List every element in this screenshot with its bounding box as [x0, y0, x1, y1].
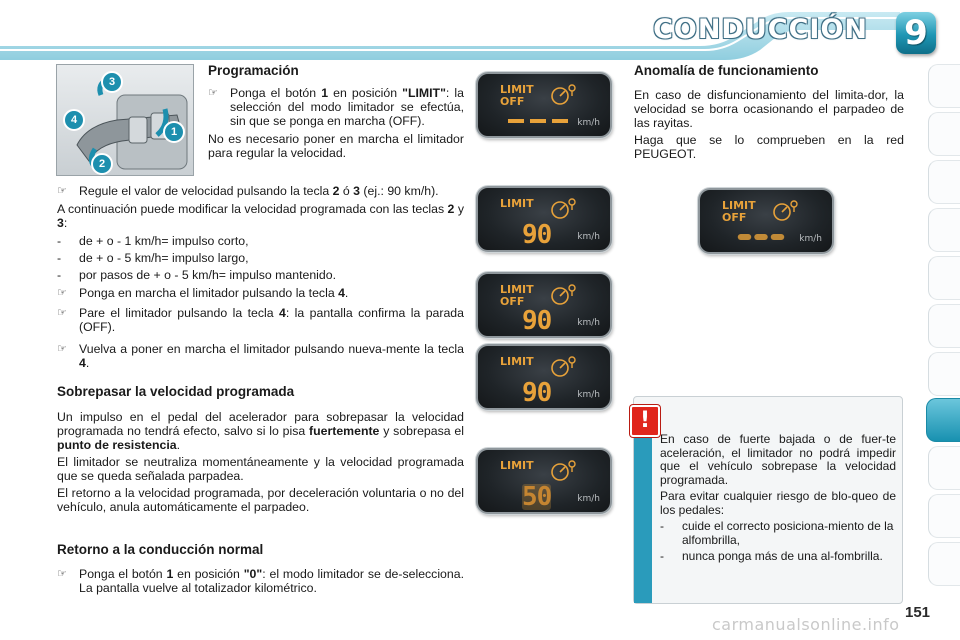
section-title-programacion: Programación: [208, 63, 299, 78]
side-tab[interactable]: [928, 352, 960, 396]
warning-box: [633, 396, 903, 604]
warning-dash-item: - cuide el correcto posiciona-miento de la alfombrilla,: [660, 519, 894, 547]
sobrepasar-paragraph: El limitador se neutraliza momentáneamente y la velocidad programada que se queda señalada parpadea.: [57, 455, 464, 483]
display-speed-value-blinking: 50: [522, 482, 552, 512]
anomalia-block: [634, 88, 904, 161]
side-tab[interactable]: [928, 542, 960, 586]
display-unit: km/h: [577, 318, 600, 328]
display-fault-dashes: [698, 188, 834, 254]
section-title-retorno: Retorno a la conducción normal: [57, 542, 264, 557]
side-tab[interactable]: [928, 494, 960, 538]
display-limit-label: LIMIT: [500, 283, 534, 296]
warning-paragraph: Para evitar cualquier riesgo de blo-queo de los pedales:: [660, 489, 896, 517]
display-limit-label: LIMIT: [500, 459, 534, 472]
section-title-sobrepasar: Sobrepasar la velocidad programada: [57, 384, 295, 399]
page-number: 151: [905, 604, 931, 621]
retorno-block: [57, 567, 464, 595]
warning-accent-bar: [634, 417, 652, 603]
section-title-anomalia: Anomalía de funcionamiento: [634, 63, 819, 78]
warning-paragraph: En caso de fuerte bajada o de fuer-te aceleración, el limitador no podrá impedir que el vehículo sobrepase la velocidad programada.: [660, 432, 896, 487]
display-speed-value: 90: [522, 378, 552, 408]
warning-text: [660, 433, 896, 564]
display-limit-90: [476, 186, 612, 252]
page-header: [0, 0, 960, 62]
speedometer-icon: [770, 198, 800, 222]
regule-bullet: ☞ Regule el valor de velocidad pulsando la tecla 2 ó 3 (ej.: 90 km/h).: [57, 184, 439, 198]
sobrepasar-paragraph: El retorno a la velocidad programada, por deceleración voluntaria o no del vehículo, anula automáticamente el parpadeo.: [57, 486, 464, 514]
programacion-bullet: ☞ Ponga el botón 1 en posición "LIMIT": la selección del modo limitador se efectúa, sin que se ponga en marcha (OFF).: [208, 86, 464, 128]
regule-paragraph: A continuación puede modificar la velocidad programada con las teclas 2 y 3:: [57, 202, 464, 230]
speedometer-icon: [548, 196, 578, 220]
display-limit-label: LIMIT: [500, 83, 534, 96]
display-limit-50-blinking: [476, 448, 612, 514]
programacion-paragraph: No es necesario poner en marcha el limitador para regular la velocidad.: [208, 132, 464, 160]
speedometer-icon: [548, 82, 578, 106]
regule-dash-item: - de + o - 1 km/h= impulso corto,: [57, 234, 249, 248]
sobrepasar-paragraph: Un impulso en el pedal del acelerador para sobrepasar la velocidad programada no tendrá efecto, salvo si lo pisa fuertemente y sobrepasa el punto de resistencia.: [57, 410, 464, 452]
speed-limiter-lever-illustration: [56, 64, 194, 176]
restart-limiter-bullet: ☞ Vuelva a poner en marcha el limitador pulsando nueva-mente la tecla 4.: [57, 342, 464, 370]
display-limit-label: LIMIT: [500, 355, 534, 368]
display-unit: km/h: [577, 118, 600, 128]
hand-pointer-icon: ☞: [57, 343, 67, 355]
sobrepasar-block: [57, 410, 464, 514]
side-tab-active[interactable]: [926, 398, 960, 442]
display-limit-label: LIMIT: [722, 199, 756, 212]
regule-dash-item: - de + o - 5 km/h= impulso largo,: [57, 251, 249, 265]
display-unit: km/h: [799, 234, 822, 244]
side-tab[interactable]: [928, 160, 960, 204]
start-limiter-bullet: ☞ Ponga en marcha el limitador pulsando la tecla 4.: [57, 286, 349, 300]
anomalia-paragraph: En caso de disfuncionamiento del limita-dor, la velocidad se borra ocasionando el parpadeo de las rayitas.: [634, 88, 904, 130]
hand-pointer-icon: ☞: [57, 568, 67, 580]
display-limit-off-dashes: [476, 72, 612, 138]
speedometer-icon: [548, 282, 578, 306]
programacion-block: [208, 86, 464, 160]
display-unit: km/h: [577, 390, 600, 400]
display-off-label: OFF: [722, 211, 747, 224]
lever-label-1: 1: [163, 121, 185, 143]
display-speed-value: 90: [522, 220, 552, 250]
display-limit-90-restart: [476, 344, 612, 410]
regule-block: [57, 184, 464, 370]
lever-label-3: 3: [101, 71, 123, 93]
hand-pointer-icon: ☞: [208, 87, 218, 99]
speed-dashes: [508, 118, 570, 124]
side-tab[interactable]: [928, 64, 960, 108]
display-off-label: OFF: [500, 95, 525, 108]
speedometer-icon: [548, 354, 578, 378]
chapter-title: CONDUCCIÓN: [653, 14, 868, 45]
lever-label-4: 4: [63, 109, 85, 131]
display-unit: km/h: [577, 232, 600, 242]
side-tab[interactable]: [928, 112, 960, 156]
hand-pointer-icon: ☞: [57, 185, 67, 197]
exclamation-icon: !: [630, 405, 660, 437]
side-tab[interactable]: [928, 446, 960, 490]
display-speed-value: 90: [522, 306, 552, 336]
side-tab[interactable]: [928, 256, 960, 300]
display-limit-label: LIMIT: [500, 197, 534, 210]
stop-limiter-bullet: ☞ Pare el limitador pulsando la tecla 4: la pantalla confirma la parada (OFF).: [57, 306, 464, 334]
hand-pointer-icon: ☞: [57, 287, 67, 299]
chapter-number-badge: 9: [896, 12, 936, 54]
regule-dash-item: - por pasos de + o - 5 km/h= impulso mantenido.: [57, 268, 337, 282]
retorno-bullet: ☞ Ponga el botón 1 en posición "0": el modo limitador se de-selecciona. La pantalla vuelve al totalizador kilométrico.: [57, 567, 464, 595]
speed-dashes-blinking: [730, 234, 792, 240]
watermark: carmanualsonline.info: [712, 615, 900, 634]
speedometer-icon: [548, 458, 578, 482]
lever-label-2: 2: [91, 153, 113, 175]
side-tab[interactable]: [928, 304, 960, 348]
anomalia-paragraph: Haga que se lo comprueben en la red PEUGEOT.: [634, 133, 904, 161]
hand-pointer-icon: ☞: [57, 307, 67, 319]
side-tab[interactable]: [928, 208, 960, 252]
display-unit: km/h: [577, 494, 600, 504]
warning-dash-item: - nunca ponga más de una al-fombrilla.: [660, 549, 883, 563]
display-off-label: OFF: [500, 295, 525, 308]
display-limit-off-90: [476, 272, 612, 338]
